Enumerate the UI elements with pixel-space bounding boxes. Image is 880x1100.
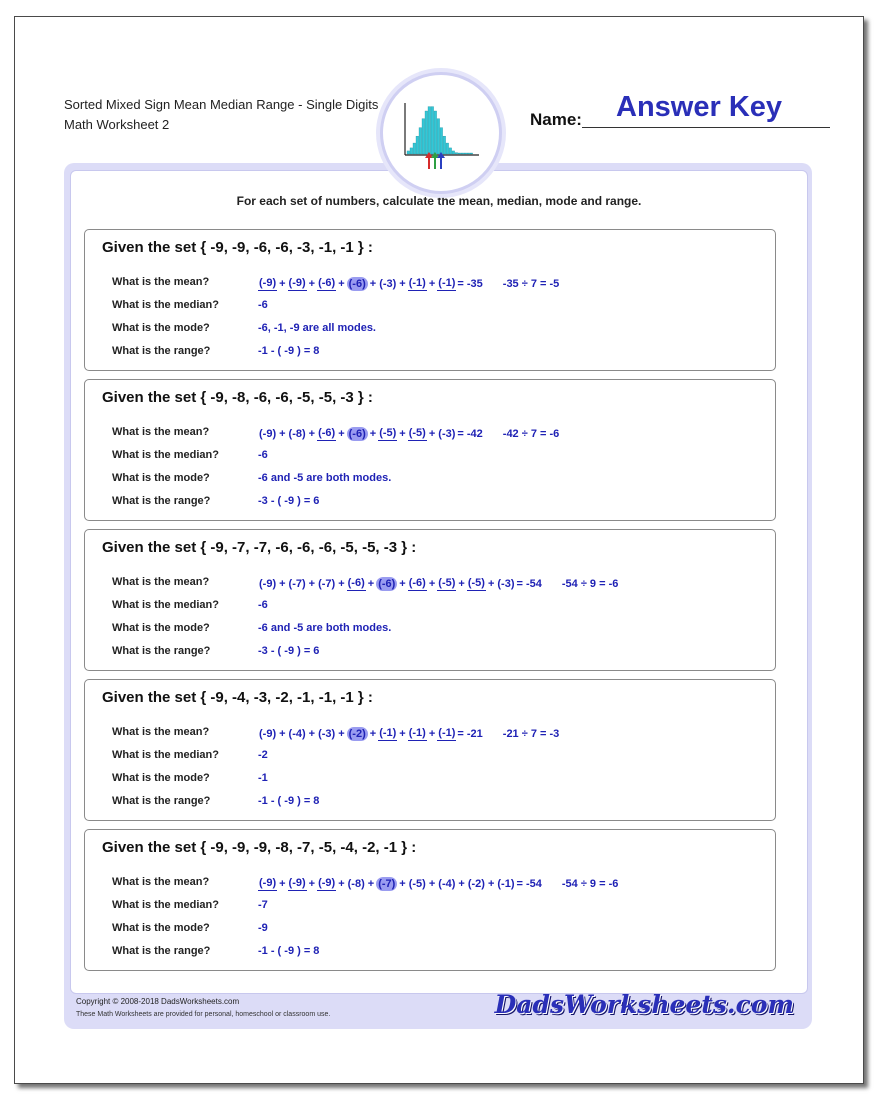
- plus-sign: +: [308, 577, 316, 590]
- histogram-bar: [437, 119, 440, 154]
- histogram-bar: [428, 107, 431, 154]
- histogram-logo: [380, 72, 502, 194]
- sum-term: (-9): [318, 877, 336, 889]
- sum-term: (-3): [379, 277, 397, 290]
- plus-sign: +: [428, 577, 436, 590]
- sum-term: (-1): [497, 877, 515, 890]
- mode-answer: -6, -1, -9 are all modes.: [258, 322, 376, 334]
- mean-work: [258, 576, 618, 591]
- plus-sign: +: [399, 277, 406, 290]
- histogram-bar: [458, 153, 461, 154]
- median-highlight-term: (-6): [348, 427, 366, 440]
- range-label: What is the range?: [112, 645, 211, 657]
- histogram-bar: [425, 111, 428, 154]
- problem-card: [84, 379, 776, 521]
- sum-term: (-7): [318, 577, 336, 590]
- median-answer: -6: [258, 599, 268, 611]
- mode-label: What is the mode?: [112, 322, 210, 334]
- plus-sign: +: [338, 277, 345, 290]
- plus-sign: +: [369, 727, 377, 740]
- sum-term: (-7): [288, 577, 306, 590]
- sum-term: (-3): [497, 577, 515, 590]
- plus-sign: +: [399, 877, 406, 890]
- sum-term: (-6): [347, 577, 365, 589]
- histogram-bar: [470, 153, 473, 154]
- sum-term: (-8): [347, 877, 365, 890]
- plus-sign: +: [308, 427, 316, 440]
- sum-term: (-1): [438, 727, 456, 739]
- range-label: What is the range?: [112, 345, 211, 357]
- median-answer: -6: [258, 449, 268, 461]
- median-label: What is the median?: [112, 749, 219, 761]
- sum-term: (-9): [259, 877, 277, 889]
- plus-sign: +: [369, 427, 377, 440]
- sum-result: = -54: [516, 877, 542, 890]
- median-answer: -6: [258, 299, 268, 311]
- plus-sign: +: [308, 277, 316, 290]
- sum-term: (-6): [318, 277, 336, 289]
- mean-label: What is the mean?: [112, 576, 210, 588]
- instructions: For each set of numbers, calculate the mean, median, mode and range.: [236, 194, 642, 208]
- worksheet-body: [70, 170, 808, 994]
- histogram-bar: [443, 136, 446, 154]
- title-line-1: Sorted Mixed Sign Mean Median Range - Single Digits: [64, 97, 379, 112]
- mode-answer: -9: [258, 922, 268, 934]
- mode-label: What is the mode?: [112, 772, 210, 784]
- median-label: What is the median?: [112, 599, 219, 611]
- mode-answer: -1: [258, 772, 268, 784]
- median-answer: -2: [258, 749, 268, 761]
- sum-term: (-5): [408, 877, 426, 890]
- histogram-bar: [422, 119, 425, 154]
- sum-term: (-5): [379, 427, 397, 439]
- name-field[interactable]: [582, 127, 830, 128]
- name-label: Name:: [530, 110, 582, 129]
- mean-division: -54 ÷ 9 = -6: [561, 577, 619, 590]
- range-answer: -3 - ( -9 ) = 6: [258, 495, 320, 507]
- problem-card: [84, 679, 776, 821]
- sum-term: (-9): [259, 577, 277, 590]
- plus-sign: +: [399, 427, 406, 440]
- problem-given-set: Given the set { -9, -9, -6, -6, -3, -1, -1 } :: [102, 239, 373, 256]
- copyright: Copyright © 2008-2018 DadsWorksheets.com: [76, 997, 240, 1006]
- worksheet-title: [64, 95, 378, 135]
- problem-card: [84, 229, 776, 371]
- mean-work: [258, 426, 559, 441]
- histogram-bar: [446, 143, 449, 154]
- mean-label: What is the mean?: [112, 276, 210, 288]
- title-line-2: Math Worksheet 2: [64, 117, 170, 132]
- sum-term: (-4): [438, 877, 456, 890]
- sum-term: (-5): [438, 577, 456, 589]
- plus-sign: +: [458, 577, 465, 590]
- range-label: What is the range?: [112, 945, 211, 957]
- sum-term: (-1): [408, 727, 426, 739]
- histogram-bar: [440, 128, 443, 154]
- problem-card: [84, 529, 776, 671]
- mode-label: What is the mode?: [112, 472, 210, 484]
- plus-sign: +: [458, 877, 465, 890]
- median-answer: -7: [258, 899, 268, 911]
- sum-term: (-4): [288, 727, 306, 740]
- sum-result: = -21: [457, 727, 483, 740]
- range-answer: -1 - ( -9 ) = 8: [258, 945, 320, 957]
- problem-given-set: Given the set { -9, -7, -7, -6, -6, -6, -5, -5, -3 } :: [102, 539, 417, 556]
- histogram-bar: [434, 111, 437, 154]
- plus-sign: +: [279, 577, 286, 590]
- plus-sign: +: [367, 877, 375, 890]
- sum-term: (-3): [438, 427, 456, 440]
- median-label: What is the median?: [112, 449, 219, 461]
- mean-division: -21 ÷ 7 = -3: [502, 727, 560, 740]
- usage-note: These Math Worksheets are provided for personal, homeschool or classroom use.: [76, 1011, 331, 1018]
- histogram-bar: [419, 128, 422, 154]
- histogram-bar: [464, 153, 467, 154]
- plus-sign: +: [487, 877, 495, 890]
- median-highlight-term: (-2): [348, 727, 366, 740]
- problem-card: [84, 829, 776, 971]
- plus-sign: +: [428, 277, 436, 290]
- histogram-bar: [413, 143, 416, 154]
- plus-sign: +: [338, 427, 345, 440]
- mean-label: What is the mean?: [112, 876, 210, 888]
- plus-sign: +: [308, 727, 316, 740]
- histogram-bar: [416, 136, 419, 154]
- histogram-bar: [461, 153, 464, 154]
- dadsworksheets-logo: DadsWorksheets.com: [494, 990, 794, 1019]
- plus-sign: +: [338, 877, 345, 890]
- sum-result: = -35: [457, 277, 483, 290]
- sum-term: (-3): [318, 727, 336, 740]
- plus-sign: +: [279, 877, 286, 890]
- sum-term: (-6): [318, 427, 336, 439]
- plus-sign: +: [399, 727, 406, 740]
- plus-sign: +: [369, 277, 377, 290]
- range-answer: -1 - ( -9 ) = 8: [258, 345, 320, 357]
- sum-term: (-5): [408, 427, 426, 439]
- range-answer: -1 - ( -9 ) = 8: [258, 795, 320, 807]
- histogram-bar: [455, 153, 458, 154]
- sum-term: (-9): [259, 277, 277, 289]
- sum-term: (-1): [438, 277, 456, 289]
- median-highlight-term: (-6): [348, 277, 366, 290]
- mean-work: [258, 726, 559, 741]
- plus-sign: +: [308, 877, 316, 890]
- plus-sign: +: [428, 727, 436, 740]
- sum-term: (-9): [288, 277, 306, 289]
- sum-term: (-5): [467, 577, 485, 589]
- answer-key-heading: Answer Key: [616, 91, 783, 123]
- mode-label: What is the mode?: [112, 922, 210, 934]
- mean-label: What is the mean?: [112, 726, 210, 738]
- mode-answer: -6 and -5 are both modes.: [258, 472, 392, 484]
- histogram-bar: [452, 151, 455, 154]
- sum-term: (-9): [259, 727, 277, 740]
- mean-label: What is the mean?: [112, 426, 210, 438]
- histogram-bar: [467, 153, 470, 154]
- mean-division: -54 ÷ 9 = -6: [561, 877, 619, 890]
- histogram-bar: [431, 107, 434, 154]
- sum-term: (-6): [408, 577, 426, 589]
- sum-term: (-2): [467, 877, 485, 890]
- histogram-bar: [410, 148, 413, 154]
- mode-label: What is the mode?: [112, 622, 210, 634]
- plus-sign: +: [428, 877, 436, 890]
- plus-sign: +: [399, 577, 406, 590]
- mean-work: [258, 276, 559, 291]
- range-label: What is the range?: [112, 495, 211, 507]
- plus-sign: +: [279, 427, 286, 440]
- histogram-bar: [407, 151, 410, 154]
- median-highlight-term: (-7): [378, 877, 396, 890]
- sum-term: (-1): [408, 277, 426, 289]
- problem-given-set: Given the set { -9, -8, -6, -6, -5, -5, -3 } :: [102, 389, 373, 406]
- range-answer: -3 - ( -9 ) = 6: [258, 645, 320, 657]
- range-label: What is the range?: [112, 795, 211, 807]
- mean-work: [258, 876, 618, 891]
- sum-term: (-8): [288, 427, 306, 440]
- sum-term: (-9): [259, 427, 277, 440]
- median-label: What is the median?: [112, 299, 219, 311]
- problem-given-set: Given the set { -9, -9, -9, -8, -7, -5, -4, -2, -1 } :: [102, 839, 417, 856]
- median-label: What is the median?: [112, 899, 219, 911]
- plus-sign: +: [279, 277, 286, 290]
- plus-sign: +: [338, 577, 345, 590]
- plus-sign: +: [367, 577, 375, 590]
- sum-term: (-1): [379, 727, 397, 739]
- problem-given-set: Given the set { -9, -4, -3, -2, -1, -1, -1 } :: [102, 689, 373, 706]
- mean-division: -35 ÷ 7 = -5: [502, 277, 560, 290]
- worksheet-frame: [64, 163, 812, 1029]
- sum-result: = -42: [457, 427, 483, 440]
- mode-answer: -6 and -5 are both modes.: [258, 622, 392, 634]
- plus-sign: +: [487, 577, 495, 590]
- plus-sign: +: [279, 727, 286, 740]
- histogram-bar: [449, 148, 452, 154]
- plus-sign: +: [338, 727, 345, 740]
- sum-result: = -54: [516, 577, 542, 590]
- sum-term: (-9): [288, 877, 306, 889]
- mean-division: -42 ÷ 7 = -6: [502, 427, 560, 440]
- median-highlight-term: (-6): [378, 577, 396, 590]
- histogram-icon: [383, 75, 499, 191]
- plus-sign: +: [428, 427, 436, 440]
